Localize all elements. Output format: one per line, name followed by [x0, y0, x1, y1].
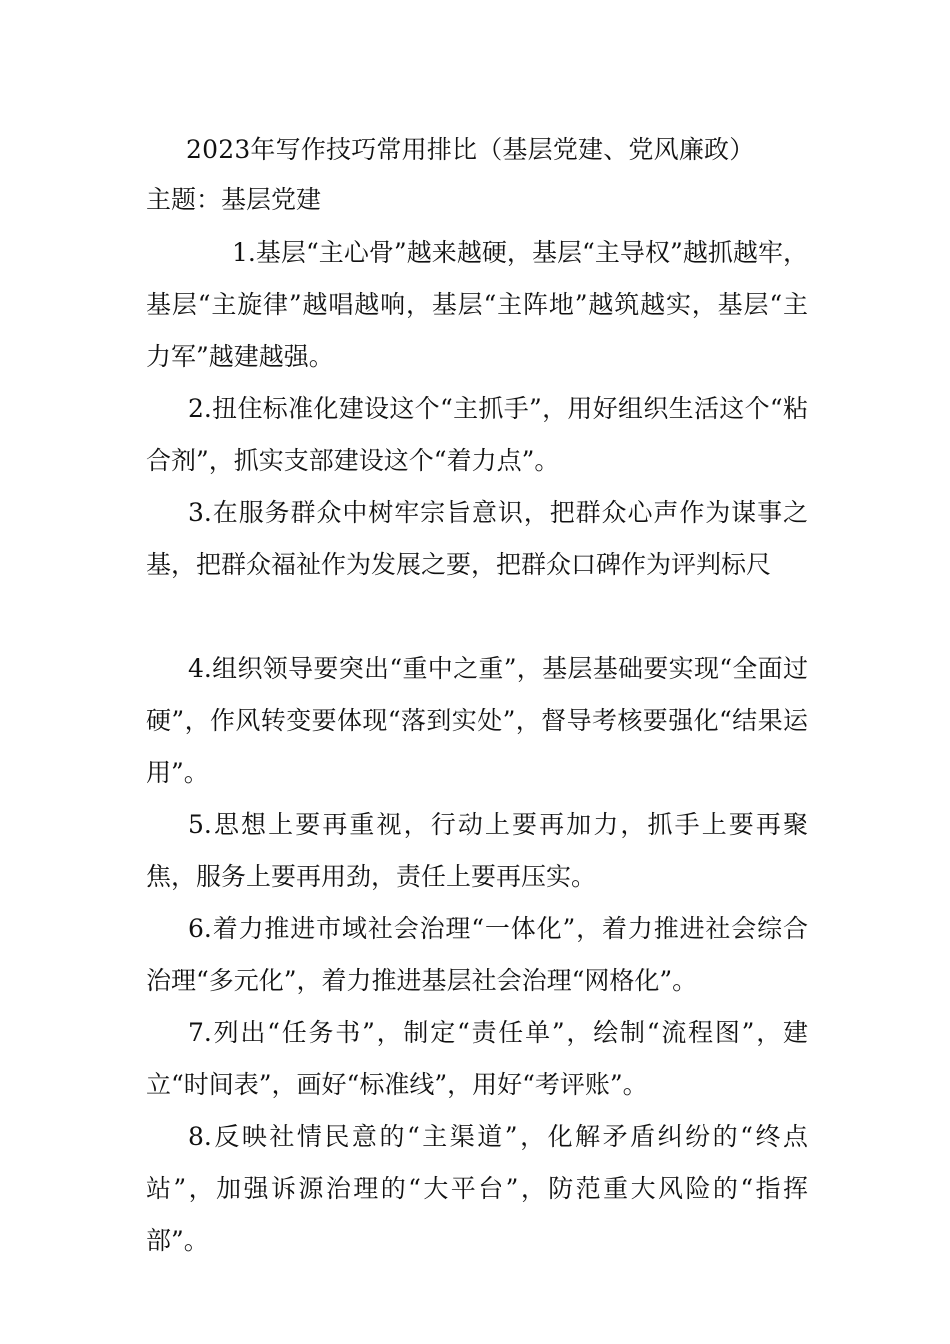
- document-subtitle: 主题：基层党建: [146, 185, 322, 214]
- paragraph-3: 3.在服务群众中树牢宗旨意识，把群众心声作为谋事之基，把群众福祉作为发展之要，把群众口碑作为评判标尺: [146, 498, 808, 579]
- paragraph-7: 7.列出“任务书”，制定“责任单”，绘制“流程图”，建立“时间表”，画好“标准线”，用好“考评账”。: [146, 1018, 808, 1099]
- document-body: [146, 227, 808, 1267]
- paragraph-4: 4.组织领导要突出“重中之重”，基层基础要实现“全面过硬”，作风转变要体现“落到实处”，督导考核要强化“结果运用”。: [146, 654, 808, 787]
- paragraph-1: 1.基层“主心骨”越来越硬，基层“主导权”越抓越牢，基层“主旋律”越唱越响，基层“主阵地”越筑越实，基层“主力军”越建越强。: [146, 238, 808, 371]
- paragraph-6: 6.着力推进市域社会治理“一体化”，着力推进社会综合治理“多元化”，着力推进基层社会治理“网格化”。: [146, 914, 808, 995]
- paragraph-8: 8.反映社情民意的“主渠道”，化解矛盾纠纷的“终点站”，加强诉源治理的“大平台”，防范重大风险的“指挥部”。: [146, 1122, 808, 1255]
- paragraph-gap: [146, 591, 808, 643]
- document-title: 2023年写作技巧常用排比（基层党建、党风廉政）: [186, 135, 755, 164]
- paragraph-2: 2.扭住标准化建设这个“主抓手”，用好组织生活这个“粘合剂”，抓实支部建设这个“着力点”。: [146, 394, 808, 475]
- paragraph-5: 5.思想上要再重视，行动上要再加力，抓手上要再聚焦，服务上要再用劲，责任上要再压实。: [146, 810, 808, 891]
